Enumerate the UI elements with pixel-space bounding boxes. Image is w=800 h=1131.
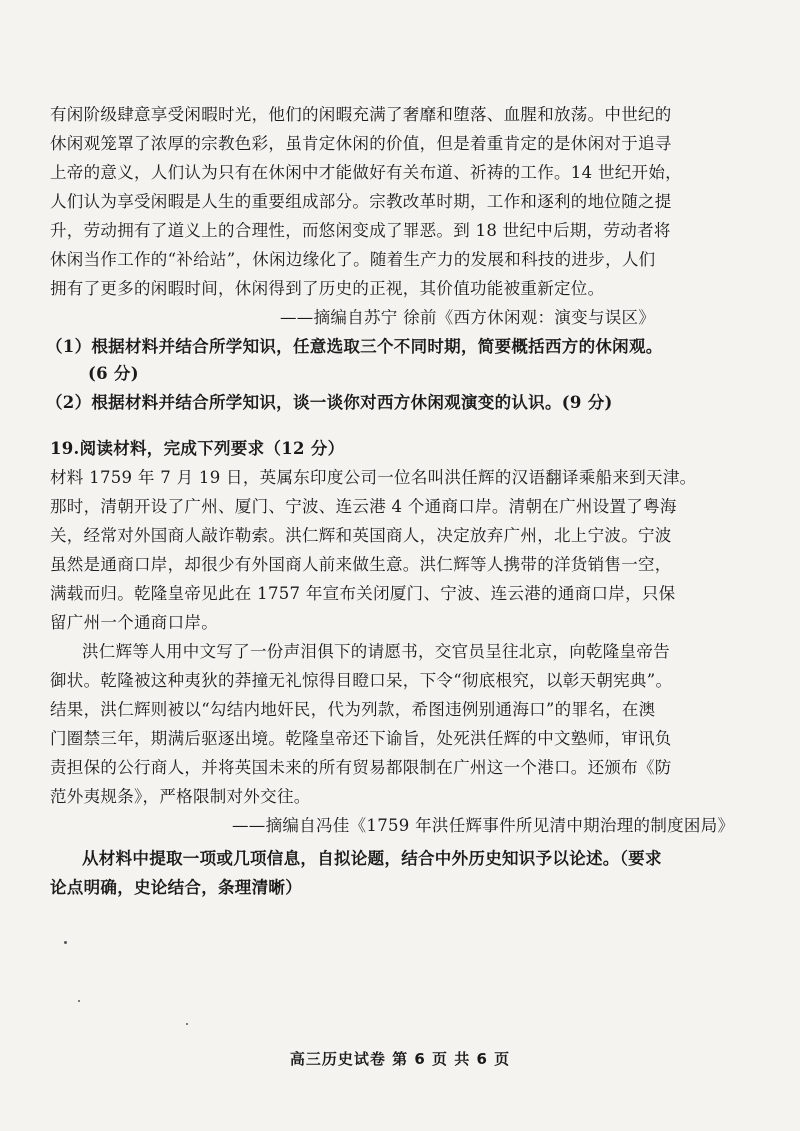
question-19-para1-line-6: 留广州一个通商口岸。 xyxy=(50,613,218,632)
material-18-line-4: 人们认为享受闲暇是人生的重要组成部分。宗教改革时期，工作和逐利的地位随之提 xyxy=(50,192,672,211)
material-18-line-7: 拥有了更多的闲暇时间，休闲得到了历史的正视，其价值功能被重新定位。 xyxy=(50,279,605,298)
question-19-para1-line-3: 关，经常对外国商人敲诈勒索。洪仁辉和英国商人，决定放弃广州，北上宁波。宁波 xyxy=(50,526,672,545)
question-19-task-line-1: 从材料中提取一项或几项信息，自拟论题，结合中外历史知识予以论述。（要求 xyxy=(82,849,662,868)
question-19-para2-line-1: 洪仁辉等人用中文写了一份声泪俱下的请愿书，交官员呈往北京，向乾隆皇帝告 xyxy=(82,642,670,661)
question-19-heading: 19.阅读材料，完成下列要求（12 分） xyxy=(50,439,345,458)
scan-speck xyxy=(186,1023,188,1025)
page-footer: 高三历史试卷 第 6 页 共 6 页 xyxy=(289,1050,511,1068)
question-19-para1-line-4: 虽然是通商口岸，却很少有外国商人前来做生意。洪仁辉等人携带的洋货销售一空， xyxy=(50,555,672,574)
question-18-1: （1）根据材料并结合所学知识，任意选取三个不同时期，简要概括西方的休闲观。 xyxy=(46,337,663,356)
material-18-line-2: 休闲观笼罩了浓厚的宗教色彩，虽肯定休闲的价值，但是着重肯定的是休闲对于追寻 xyxy=(50,134,672,153)
question-19-para1-line-1: 材料 1759 年 7 月 19 日，英属东印度公司一位名叫洪任辉的汉语翻译乘船来到天津。 xyxy=(50,468,697,487)
question-18-1-score: (6 分) xyxy=(88,364,139,383)
material-18-line-1: 有闲阶级肆意享受闲暇时光，他们的闲暇充满了奢靡和堕落、血腥和放荡。中世纪的 xyxy=(50,105,672,124)
material-18-line-3: 上帝的意义，人们认为只有在休闲中才能做好有关布道、祈祷的工作。14 世纪开始， xyxy=(50,163,682,182)
question-19-para2-line-6: 范外夷规条》，严格限制对外交往。 xyxy=(50,787,311,806)
question-19-para2-line-3: 结果，洪仁辉则被以“勾结内地奸民，代为列款，希图违例别通海口”的罪名，在澳 xyxy=(50,700,656,719)
question-19-task-line-2: 论点明确，史论结合，条理清晰） xyxy=(50,878,302,897)
question-19-para1-line-5: 满载而归。乾隆皇帝见此在 1757 年宣布关闭厦门、宁波、连云港的通商口岸，只保 xyxy=(50,584,676,603)
scan-speck xyxy=(64,941,67,944)
question-19-para2-line-2: 御状。乾隆被这种夷狄的莽撞无礼惊得目瞪口呆，下令“彻底根究，以彰天朝宪典”。 xyxy=(50,671,673,690)
question-19-citation: ——摘编自冯佳《1759 年洪任辉事件所见清中期治理的制度困局》 xyxy=(232,816,735,835)
question-19-para2-line-5: 责担保的公行商人，并将英国未来的所有贸易都限制在广州这一个港口。还颁布《防 xyxy=(50,758,672,777)
question-19-para2-line-4: 门圈禁三年，期满后驱逐出境。乾隆皇帝还下谕旨，处死洪任辉的中文塾师，审讯负 xyxy=(50,729,672,748)
material-18-citation: ——摘编自苏宁 徐前《西方休闲观：演变与误区》 xyxy=(280,308,656,327)
material-18-line-5: 升，劳动拥有了道义上的合理性，而悠闲变成了罪恶。到 18 世纪中后期，劳动者将 xyxy=(50,221,671,240)
scan-speck xyxy=(78,1000,80,1002)
question-18-2: （2）根据材料并结合所学知识，谈一谈你对西方休闲观演变的认识。(9 分) xyxy=(46,393,613,412)
question-19-para1-line-2: 那时，清朝开设了广州、厦门、宁波、连云港 4 个通商口岸。清朝在广州设置了粤海 xyxy=(50,497,677,516)
material-18-line-6: 休闲当作工作的“补给站”，休闲边缘化了。随着生产力的发展和科技的进步，人们 xyxy=(50,250,656,269)
